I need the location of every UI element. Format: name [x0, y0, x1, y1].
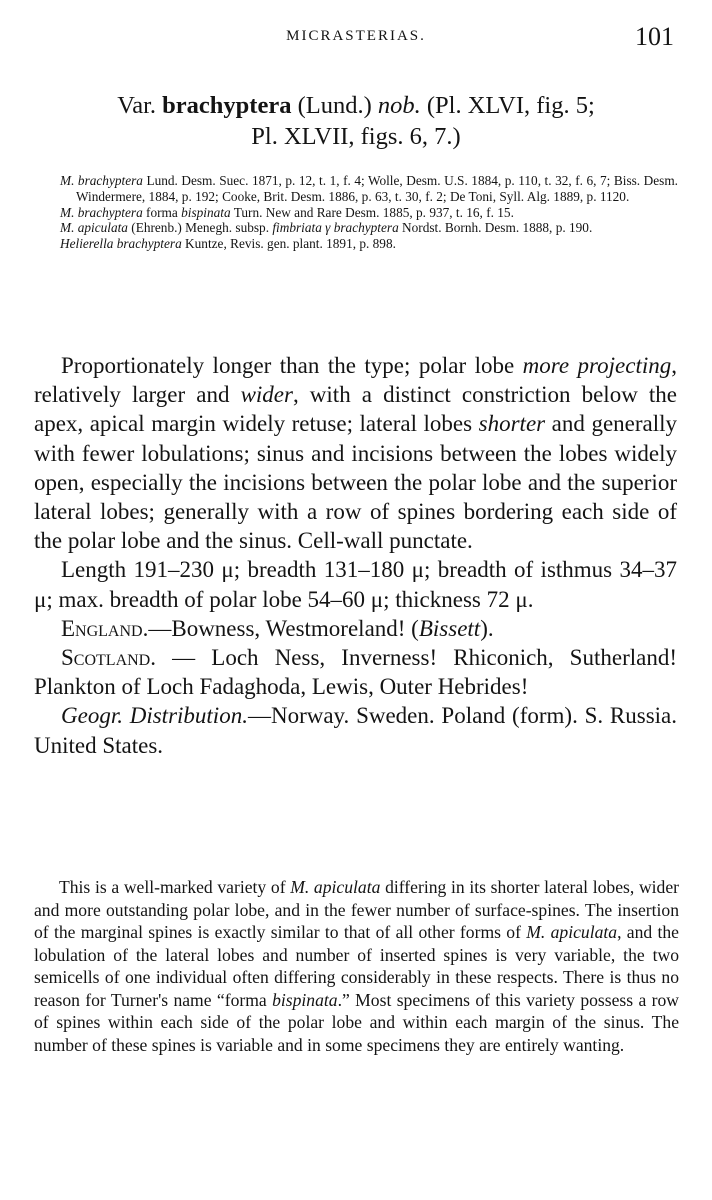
locality-text: .—Bowness, Westmoreland! (	[142, 615, 419, 641]
synonym-entry	[60, 205, 678, 221]
variety-name: brachyptera	[162, 92, 292, 119]
page-number: 101	[635, 22, 674, 51]
geographic-distribution	[34, 701, 677, 759]
locality-text: . — Loch Ness, Inverness! Rhiconich, Sutherland! Plankton of Loch Fadaghoda, Lewis, Outer Hebrides!	[34, 645, 677, 700]
synonym-taxon: M. apiculata	[60, 220, 128, 236]
variety-heading	[36, 90, 676, 152]
synonym-entry	[60, 220, 678, 236]
synonym-form: bispinata	[181, 204, 231, 220]
description-text: Proportionately longer than the type; polar lobe	[61, 353, 523, 378]
plate-reference-1: (Pl. XLVI, fig. 5;	[426, 92, 595, 119]
plate-reference-2: Pl. XLVII, figs. 6, 7.)	[251, 123, 461, 150]
description-text: , relatively larger and	[34, 353, 677, 408]
variety-authority: (Lund.)	[291, 92, 378, 119]
synonym-entry	[60, 236, 678, 252]
note-text: This is a well-marked variety of	[59, 877, 291, 897]
distribution-label: Geogr. Distribution.	[61, 703, 248, 729]
note-text: .” Most specimens of this variety possess a row of spines within each side of the polar lobe and within each margin of the sinus. The number of these spines is variable and in some specimens they are entirely wanting.	[34, 989, 679, 1055]
synonymy-list	[60, 173, 678, 252]
synonym-taxon: Helierella brachyptera	[60, 236, 182, 252]
synonym-taxon: M. brachyptera	[60, 204, 143, 220]
locality-text: ).	[480, 615, 494, 641]
distribution-text: —Norway. Sweden. Poland (form). S. Russia. United States.	[34, 703, 677, 758]
note-text: differing in its shorter lateral lobes, wider and more outstanding polar lobe, and in the fewer number of surface-spines. The insertion of the marginal spines is exactly similar to that of all other forms of	[34, 877, 679, 942]
locality-england	[34, 614, 677, 643]
note-taxon: bispinata	[272, 989, 338, 1010]
note-paragraph	[34, 876, 679, 1056]
description-paragraph	[34, 351, 677, 555]
description-emphasis: shorter	[478, 411, 546, 437]
synonym-citation: Lund. Desm. Suec. 1871, p. 12, t. 1, f. 4; Wolle, Desm. U.S. 1884, p. 110, t. 32, f. 6, 7; Biss. Desm. Windermere, 1884, p. 192; Cooke, Brit. Desm. 1886, p. 63, t. 30, f. 2; De Toni, Syll. Alg. 1889, p. 1120.	[76, 173, 678, 204]
running-title: MICRASTERIAS.	[286, 28, 426, 44]
synonym-citation: Turn. New and Rare Desm. 1885, p. 937, t. 16, f. 15.	[230, 204, 514, 220]
variety-description	[34, 351, 677, 760]
description-text: and generally with fewer lobulations; sinus and incisions between the lobes widely open, especially the incisions between the polar lobe and the superior lateral lobes; generally with a row of spines bordering each side of the polar lobe and the sinus. Cell-wall punctate.	[34, 411, 678, 554]
synonym-citation: forma	[142, 204, 182, 220]
note-text: , and the lobulation of the lateral lobes and number of inserted spines is very variable, the two semicells of one individual often differing considerably in these respects. There is thus no reason for Turner's name “forma	[34, 922, 679, 1010]
running-head	[0, 22, 712, 52]
synonym-citation: (Ehrenb.) Menegh. subsp.	[127, 220, 273, 236]
variety-prefix: Var.	[117, 92, 157, 119]
variety-authority-nob: nob.	[377, 92, 421, 119]
synonym-entry	[60, 173, 678, 205]
locality-scotland	[34, 643, 677, 701]
variety-heading-line1	[36, 90, 676, 121]
synonym-citation: Kuntze, Revis. gen. plant. 1891, p. 898.	[181, 236, 396, 252]
synonym-citation: Nordst. Bornh. Desm. 1888, p. 190.	[398, 220, 593, 236]
description-emphasis: more projecting	[522, 353, 672, 378]
description-emphasis: wider	[240, 382, 293, 408]
locality-label-scotland: Scotland	[61, 645, 151, 671]
note-taxon: M. apiculata	[526, 922, 618, 942]
note-taxon: M. apiculata	[290, 877, 381, 897]
synonym-taxon: M. brachyptera	[60, 173, 143, 188]
synonym-subtaxon: fimbriata γ brachyptera	[272, 220, 399, 236]
measurements-paragraph: Length 191–230 μ; breadth 131–180 μ; breadth of isthmus 34–37 μ; max. breadth of polar lobe 54–60 μ; thickness 72 μ.	[34, 557, 677, 612]
locality-label-england: England	[61, 615, 143, 641]
collector-name: Bissett	[418, 615, 481, 641]
description-text: , with a distinct constriction below the apex, apical margin widely retuse; lateral lobes	[34, 382, 677, 437]
discussion-note	[34, 876, 679, 1056]
